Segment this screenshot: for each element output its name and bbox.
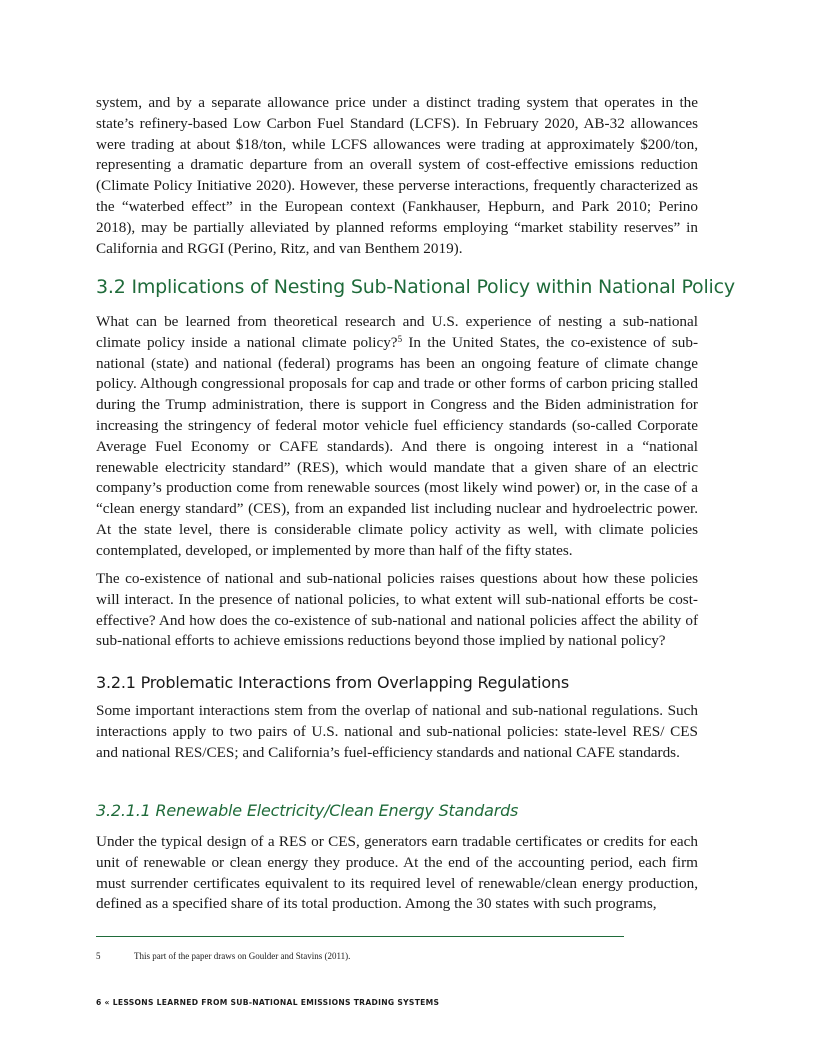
footnote bbox=[96, 951, 656, 961]
paragraph-text: What can be learned from theoretical research and U.S. experience of nesting a sub-national climate policy inside a national climate policy? bbox=[96, 313, 698, 351]
footnote-text: This part of the paper draws on Goulder and Stavins (2011). bbox=[134, 951, 351, 961]
section-heading-3-2-1: 3.2.1 Problematic Interactions from Overlapping Regulations bbox=[96, 673, 570, 692]
paragraph-text: In the United States, the co-existence of sub-national (state) and national (federal) programs has been an ongoing feature of climate change policy. Although congressional proposals for cap and trade or other forms of carbon pricing stalled during the Trump administration, there is support in Congress and the Biden administration for increasing the stringency of federal motor vehicle fuel efficiency standards (so-called Corporate Average Fuel Economy or CAFE standards). And there is ongoing interest in a “national renewable electricity standard” (RES), which would mandate that a given share of an electric company’s production come from renewable sources (most likely wind power) or, in the case of a “clean energy standard” (CES), from an expanded list including nuclear and hydroelectric power. At the state level, there is considerable climate policy activity as well, with climate policies contemplated, developed, or implemented by more than half of the fifty states. bbox=[96, 333, 699, 559]
footnote-number: 5 bbox=[96, 951, 101, 961]
page-footer bbox=[96, 998, 439, 1007]
footnote-divider bbox=[96, 936, 624, 937]
section-heading-3-2: 3.2 Implications of Nesting Sub-National Policy within National Policy bbox=[96, 276, 735, 298]
intro-paragraph: system, and by a separate allowance price under a distinct trading system that operates in the state’s refinery-based Low Carbon Fuel Standard (LCFS). In February 2020, AB-32 allowances were trading at about $18/ton, while LCFS allowances were trading at approximately $200/ton, representing a dramatic departure from an overall system of cost-effective emissions reduction (Climate Policy Initiative 2020). However, these perverse interactions, frequently characterized as the “waterbed effect” in the European context (Fankhauser, Hepburn, and Park 2010; Perino 2018), may be partially alleviated by planned reforms employing “market stability reserves” in California and RGGI (Perino, Ritz, and van Benthem 2019). bbox=[96, 94, 698, 257]
section-3-2-paragraph-1 bbox=[96, 312, 698, 562]
footer-title: LESSONS LEARNED FROM SUB-NATIONAL EMISSIONS TRADING SYSTEMS bbox=[112, 998, 440, 1007]
footnote-reference[interactable]: 5 bbox=[397, 333, 403, 344]
section-3-2-paragraph-2: The co-existence of national and sub-national policies raises questions about how these policies will interact. In the presence of national policies, to what extent will sub-national efforts be cost-effective? And how does the co-existence of sub-national and national policies affect the ability of sub-national efforts to achieve emissions reductions beyond those implied by national policy? bbox=[96, 570, 698, 650]
section-3-2-1-1-paragraph-1: Under the typical design of a RES or CES, generators earn tradable certificates or credits for each unit of renewable or clean energy they produce. At the end of the accounting period, each firm must surrender certificates equivalent to its required level of renewable/clean energy production, defined as a specified share of its total production. Among the 30 states with such programs, bbox=[96, 833, 698, 913]
footer-separator: « bbox=[104, 998, 110, 1007]
section-heading-3-2-1-1: 3.2.1.1 Renewable Electricity/Clean Energy Standards bbox=[96, 801, 519, 820]
page-number: 6 bbox=[96, 998, 102, 1007]
section-3-2-1-paragraph-1: Some important interactions stem from the overlap of national and sub-national regulations. Such interactions apply to two pairs of U.S. national and sub-national policies: state-level RES/ CES and national RES/CES; and California’s fuel-efficiency standards and national CAFE standards. bbox=[96, 702, 698, 761]
